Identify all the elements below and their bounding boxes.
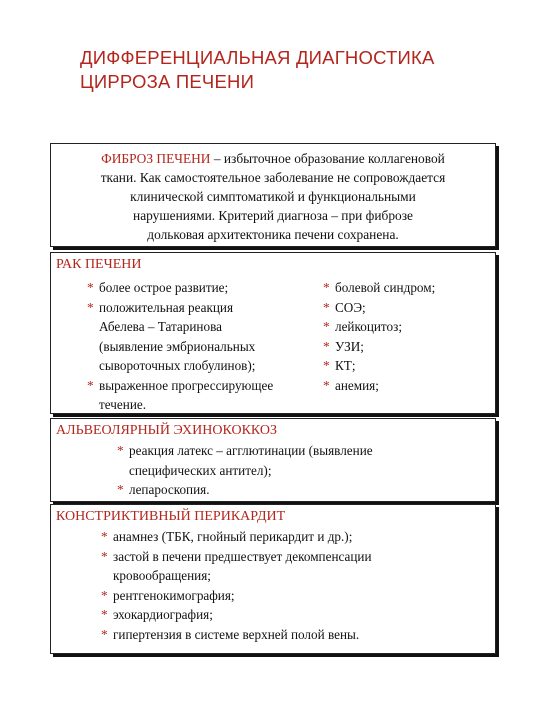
fibrosis-line-5: дольковая архитектоника печени сохранена. <box>147 227 399 242</box>
list-item <box>87 298 273 376</box>
fibrosis-line-4: нарушениями. Критерий диагноза – при фиброзе <box>133 208 413 223</box>
list-item-line: болевой синдром; <box>335 280 436 295</box>
list-item <box>101 547 372 586</box>
title-line-1: ДИФФЕРЕНЦИАЛЬНАЯ ДИАГНОСТИКА <box>80 47 435 68</box>
liver-cancer-box <box>50 252 496 414</box>
bullet-star-icon: * <box>101 587 108 603</box>
list-item <box>101 625 372 645</box>
list-item-line: СОЭ; <box>335 299 366 315</box>
list-item-line: эхокардиография; <box>113 607 213 622</box>
list-item-line: КТ; <box>335 358 356 373</box>
fibrosis-line-1: – избыточное образование коллагеновой <box>210 151 445 166</box>
bullet-star-icon: * <box>117 443 124 458</box>
list-item-line: течение. <box>99 397 147 412</box>
liver-cancer-heading: РАК ПЕЧЕНИ <box>56 257 142 272</box>
list-item-line: лепароскопия. <box>129 482 210 497</box>
list-item <box>323 356 435 376</box>
bullet-star-icon: * <box>87 377 94 393</box>
bullet-star-icon: * <box>323 299 330 315</box>
list-item <box>117 480 373 500</box>
list-item <box>323 278 435 298</box>
fibrosis-box <box>50 143 496 247</box>
list-item-line: реакция латекс – агглютинации (выявление <box>129 443 373 458</box>
bullet-star-icon: * <box>323 377 330 393</box>
list-item <box>323 376 435 396</box>
list-item-line: сывороточных глобулинов); <box>99 358 256 373</box>
bullet-star-icon: * <box>101 607 108 622</box>
bullet-star-icon: * <box>323 358 330 373</box>
list-item <box>101 605 372 625</box>
list-item-line: анамнез (ТБК, гнойный перикардит и др.); <box>113 529 353 544</box>
list-item <box>323 298 435 318</box>
list-item-line: более острое развитие; <box>99 280 229 295</box>
list-item <box>87 278 273 298</box>
list-item <box>323 317 435 337</box>
bullet-star-icon: * <box>323 319 330 334</box>
list-item-line: УЗИ; <box>335 338 364 354</box>
list-item-line: застой в печени предшествует декомпенсации <box>113 548 372 564</box>
list-item <box>117 441 373 480</box>
echinococcosis-list <box>117 441 373 500</box>
bullet-star-icon: * <box>87 299 94 315</box>
bullet-star-icon: * <box>323 280 330 295</box>
pericarditis-heading: КОНСТРИКТИВНЫЙ ПЕРИКАРДИТ <box>56 509 286 524</box>
list-item-line: (выявление эмбриональных <box>99 338 256 354</box>
list-item-line: выраженное прогрессирующее <box>99 377 274 393</box>
fibrosis-line-2: ткани. Как самостоятельное заболевание не сопровождается <box>100 170 446 185</box>
title-line-2: ЦИРРОЗА ПЕЧЕНИ <box>80 71 255 92</box>
fibrosis-term: ФИБРОЗ ПЕЧЕНИ <box>101 151 211 166</box>
list-item-line: рентгенокимография; <box>113 587 235 603</box>
bullet-star-icon: * <box>101 529 108 544</box>
fibrosis-line-3: клинической симптоматикой и функциональными <box>130 189 416 204</box>
page-title <box>80 46 500 94</box>
list-item-line: специфических антител); <box>129 462 272 478</box>
liver-cancer-left-list <box>87 278 273 415</box>
list-item <box>87 376 273 415</box>
list-item <box>101 586 372 606</box>
list-item <box>323 337 435 357</box>
pericarditis-list <box>101 527 372 644</box>
list-item-line: лейкоцитоз; <box>335 319 402 334</box>
echinococcosis-heading: АЛЬВЕОЛЯРНЫЙ ЭХИНОКОККОЗ <box>56 423 278 438</box>
list-item <box>101 527 372 547</box>
bullet-star-icon: * <box>87 280 94 295</box>
list-item-line: гипертензия в системе верхней полой вены. <box>113 626 360 642</box>
bullet-star-icon: * <box>323 338 330 354</box>
bullet-star-icon: * <box>101 626 108 642</box>
list-item-line: анемия; <box>335 377 379 393</box>
list-item-line: положительная реакция <box>99 299 234 315</box>
list-item-line: кровообращения; <box>113 568 211 583</box>
list-item-line: Абелева – Татаринова <box>99 319 222 334</box>
pericarditis-box <box>50 504 496 654</box>
bullet-star-icon: * <box>117 482 124 497</box>
echinococcosis-box <box>50 418 496 502</box>
liver-cancer-right-list <box>323 278 435 395</box>
bullet-star-icon: * <box>101 548 108 564</box>
